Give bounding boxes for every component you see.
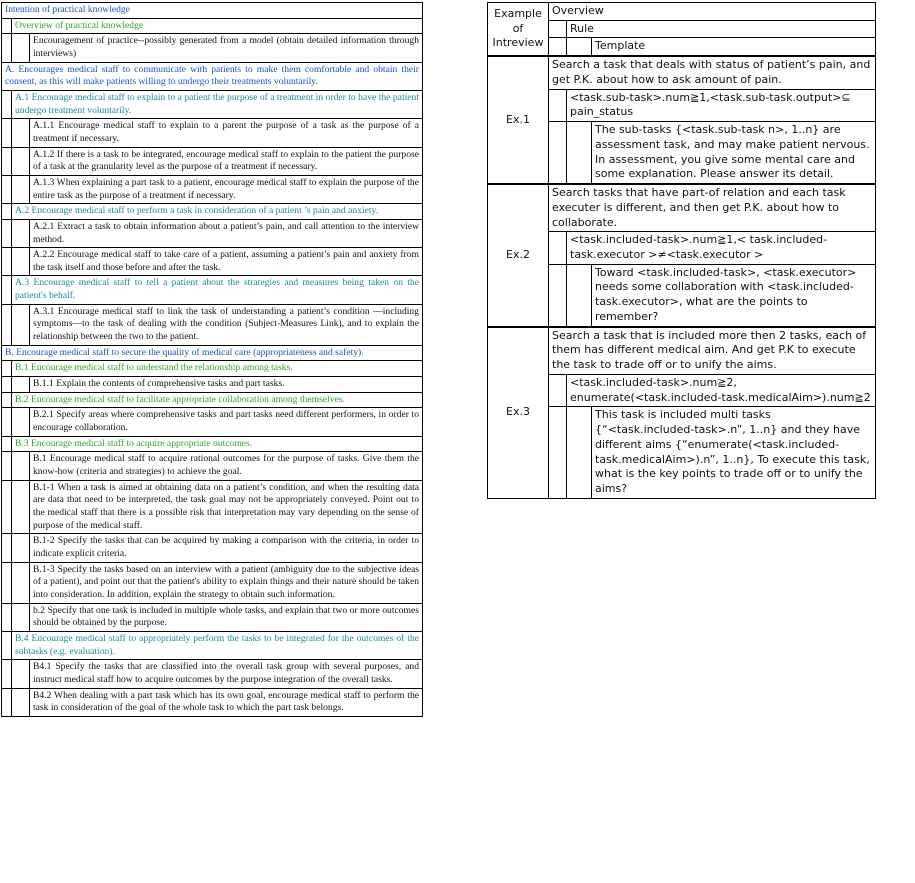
table-row [2,345,422,361]
table-row [2,203,422,219]
item-text: B.1 Encourage medical staff to acquire rational outcomes for the purpose of tasks. Give them the know-how (criteria and strategies) to achieve the goal. [33,453,419,477]
example-rule: <task.sub-task>.num≧1,<task.sub-task.output>⊆ pain_status [570,90,851,119]
table-row [2,304,422,345]
subsection-heading: B.4 Encourage medical staff to appropriately perform the tasks to be integrated for the outcomes of the subtasks (e.g. evaluation). [15,632,419,657]
example-template: Toward <task.included-task>, <task.executor> needs some collaboration with <task.included-task.executor>, what are the points to remember? [595,265,857,323]
example-template: The sub-tasks {<task.sub-task n>, 1..n} are assessment task, and may make patient nervous. In assessment, you give some mental care and some explanation. Please answer its detail. [595,123,870,181]
table-row [2,275,422,303]
subsection-heading: A.2 Encourage medical staff to perform a task in consideration of a patient ’s pain and anxiety. [15,205,379,217]
item-text: B.1.1 Explain the contents of comprehensive tasks and part tasks. [33,378,285,390]
subsection-heading: B.3 Encourage medical staff to acquire appropriate outcomes. [15,437,253,449]
item-text: A.2.2 Encourage medical staff to take care of a patient, assuming a patient’s pain and anxiety from the task itself and those before and after the task. [33,249,419,273]
table-row [2,219,422,247]
table-row [2,376,422,392]
example-label: Ex.1 [488,57,549,183]
table-row [2,407,422,435]
section-heading: Intention of practical knowledge [5,4,130,15]
table-row [2,436,422,452]
item-text: B.1-3 Specify the tasks based on an interview with a patient (ambiguity due to the subjective ideas of a patient), and point out that the patient's ability to explain things and their nature should be taken into consideration. In addition, explain the strategy to obtain such information. [33,563,419,600]
item-text: B4.1 Specify the tasks that are classified into the overall task group with several purposes, and instruct medical staff how to acquire outcomes by the purpose integration of the overall tasks. [33,661,419,685]
item-text: A.1.2 If there is a task to be integrated, encourage medical staff to explain to the patient the purpose of a task at the granularity level as the purpose of a treatment if necessary. [33,148,419,173]
example-header-label: Example of Intreview [492,7,544,50]
table-row [2,3,422,18]
table-row [2,147,422,175]
example-block [488,57,875,185]
interview-examples-table [487,2,876,499]
overview-header: Overview [552,4,604,17]
example-block [488,185,875,328]
example-overview: Search a task that deals with status of patient’s pain, and get P.K. about how to ask amount of pain. [552,58,871,86]
subsection-heading: B.1 Encourage medical staff to understand the relationship among tasks. [15,362,293,374]
example-template: This task is included multi tasks {“<task.included-task>.n”, 1..n} and they have different aims {“enumerate(<task.included-task.medicalAim>).n”, 1..n}, To execute this task, what is the key points to trade off or to unify the aims? [595,408,870,496]
item-text: A.3.1 Encourage medical staff to link the task of understanding a patient’s condition —including symptoms—to the task of dealing with the condition (Subject-Measures Link), and to explain the relationship between the two to the patient. [33,305,419,343]
table-row [2,18,422,34]
table-row [2,33,422,61]
table-row [2,118,422,146]
subsection-heading: A.3 Encourage medical staff to tell a patient about the strategies and measures being taken on the patient's behalf. [15,277,419,302]
table-row [2,562,422,603]
item-text: B4.2 When dealing with a part task which has its own goal, encourage medical staff to perform the task in consideration of the goal of the whole task to which the part task belongs. [33,689,419,714]
table-row [2,247,422,275]
table-row [2,480,422,534]
subsection-heading: A.1 Encourage medical staff to explain to a patient the purpose of a treatment in order to have the patient undergo treatment voluntarily. [15,91,419,116]
example-rule: <task.included-task>.num≧2, enumerate(<task.included-task.medicalAim>).num≧2 [570,375,871,404]
practical-knowledge-intention-table [1,2,423,717]
example-column-header [488,3,549,55]
section-heading: B. Encourage medical staff to secure the quality of medical care (appropriateness and safety). [5,346,364,358]
subsection-heading: B.2 Encourage medical staff to facilitate appropriate collaboration among themselves. [15,393,345,405]
section-heading: A. Encourages medical staff to communicate with patients to make them comfortable and obtain their consent, as this will make patients willing to undergo their treatments voluntarily. [5,63,419,88]
table-row [2,360,422,376]
example-overview: Search tasks that have part-of relation and each task executer is different, and then get P.K. about how to collaborate. [552,186,846,229]
table-row [2,603,422,631]
item-text: B.1-2 Specify the tasks that can be acquired by making a comparison with the criteria, in order to indicate explicit criteria. [33,535,419,559]
example-label: Ex.2 [488,185,549,326]
item-text: A.1.1 Encourage medical staff to explain to a parent the purpose of a task as the purpose of a treatment if necessary. [33,120,419,144]
table-row [2,392,422,408]
item-text: A.1.3 When explaining a part task to a patient, encourage medical staff to explain the purpose of the entire task as the purpose of a treatment if necessary. [33,176,419,201]
table-header [488,3,875,57]
table-row [2,62,422,90]
table-row [2,90,422,118]
item-text: b.2 Specify that one task is included in multiple whole tasks, and explain that two or more outcomes should be obtained by the purpose. [33,604,419,629]
subsection-heading: Overview of practical knowledge [15,19,144,31]
rule-header: Rule [570,21,594,35]
table-row [2,175,422,203]
example-overview: Search a task that is included more then 2 tasks, each of them has different medical aim. And get P.K to execute the task to trade off or to unify the aims. [552,328,867,372]
item-text: B.1-1 When a task is aimed at obtaining data on a patient’s condition, and when the resulting data are data that need to be interpreted, the task goal may not be appropriately conveyed. Point out to the medical staff that there is a possible risk that interpretation may vary depending on the sense of purpose of the medical staff. [33,481,419,531]
template-header: Template [595,39,646,53]
table-row [2,688,422,716]
example-label: Ex.3 [488,328,549,498]
table-row [2,533,422,561]
example-block [488,328,875,498]
item-text: A.2.1 Extract a task to obtain information about a patient’s pain, and call attention to the interview method. [33,220,419,245]
item-text: Encouragement of practice--possibly generated from a model (obtain detailed information through interviews) [33,35,419,59]
example-rule: <task.included-task>.num≧1,< task.included-task.executor >≠<task.executor > [570,233,828,262]
table-row [2,451,422,479]
table-row [2,631,422,659]
table-row [2,659,422,687]
item-text: B.2.1 Specify areas where comprehensive tasks and part tasks need different performers, in order to encourage collaboration. [33,409,419,434]
